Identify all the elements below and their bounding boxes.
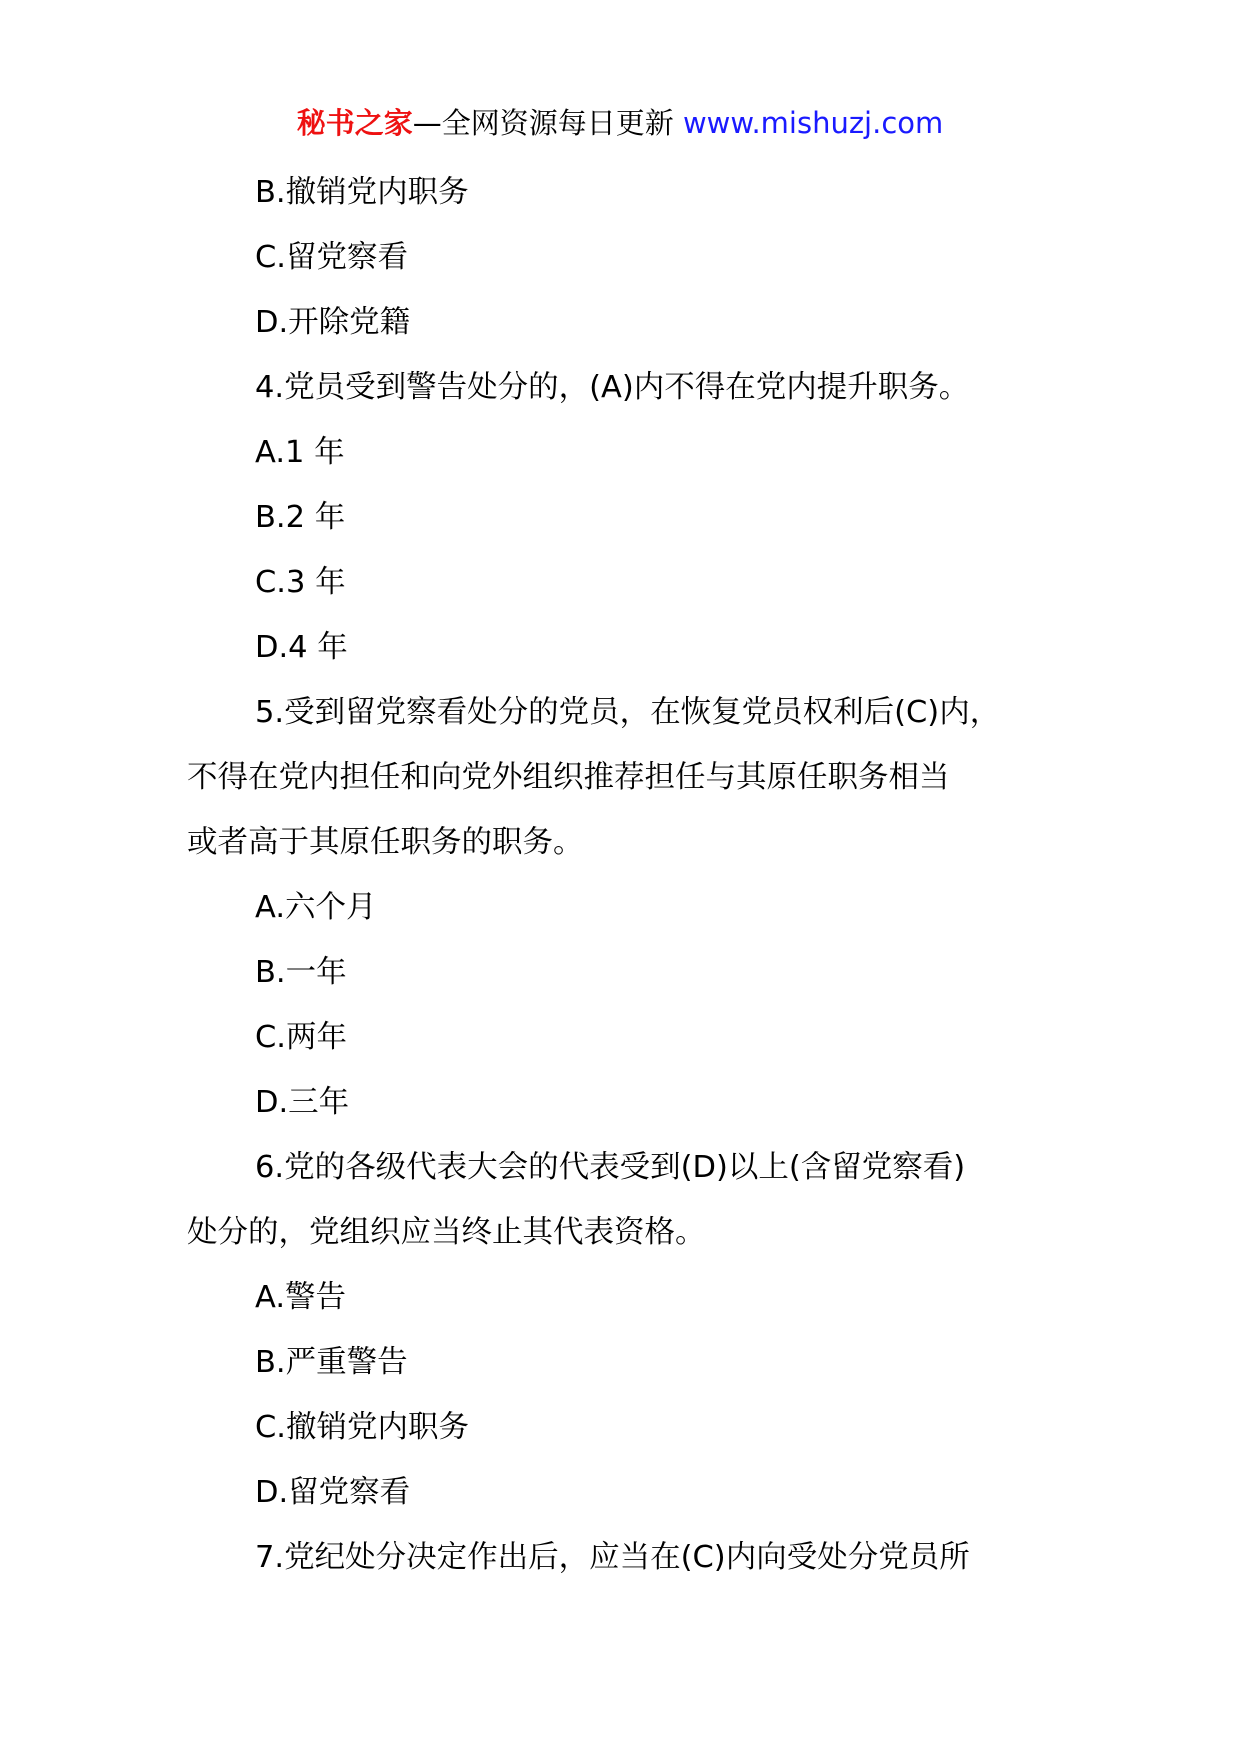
site-header [0, 103, 1240, 143]
option-line: D.留党察看 [255, 1475, 411, 1510]
question-continuation-line: 不得在党内担任和向党外组织推荐担任与其原任职务相当 [187, 760, 950, 795]
option-line: C.留党察看 [255, 240, 408, 275]
question-line: 6.党的各级代表大会的代表受到(D)以上(含留党察看) [255, 1150, 966, 1185]
question-line: 5.受到留党察看处分的党员，在恢复党员权利后(C)内， [255, 695, 1001, 730]
option-line: A.六个月 [255, 890, 377, 925]
option-line: A.1 年 [255, 435, 345, 470]
option-line: A.警告 [255, 1280, 347, 1315]
document-body [187, 160, 1087, 1590]
question-continuation-line: 处分的，党组织应当终止其代表资格。 [187, 1215, 706, 1250]
option-line: C.两年 [255, 1020, 347, 1055]
option-line: B.一年 [255, 955, 347, 990]
option-line: B.撤销党内职务 [255, 175, 469, 210]
option-line: B.严重警告 [255, 1345, 408, 1380]
option-line: C.撤销党内职务 [255, 1410, 469, 1445]
question-continuation-line: 或者高于其原任职务的职务。 [187, 825, 584, 860]
option-line: D.三年 [255, 1085, 350, 1120]
option-line: C.3 年 [255, 565, 346, 600]
site-url-link[interactable]: www.mishuzj.com [682, 106, 944, 140]
site-tagline: —全网资源每日更新 [412, 106, 674, 140]
option-line: D.4 年 [255, 630, 348, 665]
question-line: 4.党员受到警告处分的，(A)内不得在党内提升职务。 [255, 370, 970, 405]
question-line: 7.党纪处分决定作出后，应当在(C)内向受处分党员所 [255, 1540, 970, 1575]
option-line: D.开除党籍 [255, 305, 411, 340]
site-brand: 秘书之家 [296, 106, 413, 140]
option-line: B.2 年 [255, 500, 346, 535]
